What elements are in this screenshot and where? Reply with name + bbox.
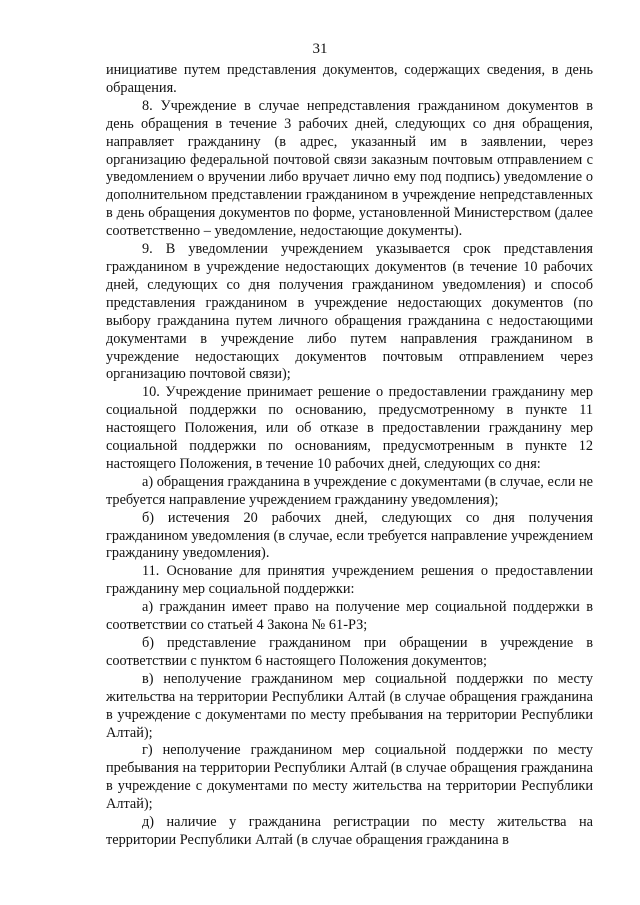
paragraph: а) обращения гражданина в учреждение с документами (в случае, если не требуется направление учреждением гражданину уведомления); xyxy=(106,473,593,508)
paragraph: а) гражданин имеет право на получение мер социальной поддержки в соответствии со статьей 4 Закона № 61-РЗ; xyxy=(106,599,593,634)
paragraph: д) наличие у гражданина регистрации по месту жительства на территории Республики Алтай (в случае обращения гражданина в xyxy=(106,814,593,848)
paragraph: 9. В уведомлении учреждением указывается срок представления гражданином в учреждение недостающих документов (в течение 10 рабочих дней, следующих со дня получения гражданином уведомления) и способ представления гражданином в учреждение недостающих документов (по выбору гражданина путем личного обращения гражданина с недостающими документами в учреждение либо путем направления гражданином в учреждение недостающих документов почтовым отправлением через организацию почтовой связи); xyxy=(106,241,593,383)
paragraph: б) представление гражданином при обращении в учреждение в соответствии с пунктом 6 настоящего Положения документов; xyxy=(106,635,593,669)
paragraph: 10. Учреждение принимает решение о предоставлении гражданину мер социальной поддержки по основанию, предусмотренному в пункте 11 настоящего Положения, или об отказе в предоставлении гражданину мер социальной поддержки по основаниям, предусмотренным в пункте 12 настоящего Положения, в течение 10 рабочих дней, следующих со дня: xyxy=(106,384,593,472)
paragraph: 8. Учреждение в случае непредставления гражданином документов в день обращения в течение 3 рабочих дней, следующих со дня обращения, направляет гражданину (в адрес, указанный им в заявлении, через организацию федеральной почтовой связи заказным почтовым отправлением с уведомлением о вручении либо вручает лично ему под подпись) уведомление о дополнительном представлении гражданином в учреждение непредставленных в день обращения документов по форме, установленной Министерством (далее соответственно – уведомление, недостающие документы). xyxy=(106,97,593,240)
paragraph: 11. Основание для принятия учреждением решения о предоставлении гражданину мер социальной поддержки: xyxy=(106,563,593,598)
paragraph: инициативе путем представления документов, содержащих сведения, в день обращения. xyxy=(106,62,593,96)
page-number: 31 xyxy=(312,41,328,57)
paragraph: г) неполучение гражданином мер социальной поддержки по месту пребывания на территории Республики Алтай (в случае обращения гражданина в учреждение с документами по месту жительства на территории Республики Алтай); xyxy=(106,742,593,813)
paragraph: б) истечения 20 рабочих дней, следующих со дня получения гражданином уведомления (в случае, если требуется направление учреждением гражданину уведомления). xyxy=(106,509,593,562)
paragraph: в) неполучение гражданином мер социальной поддержки по месту жительства на территории Республики Алтай (в случае обращения гражданина в учреждение с документами по месту пребывания на территории Республики Алтай); xyxy=(106,670,593,741)
document-body xyxy=(106,62,593,850)
